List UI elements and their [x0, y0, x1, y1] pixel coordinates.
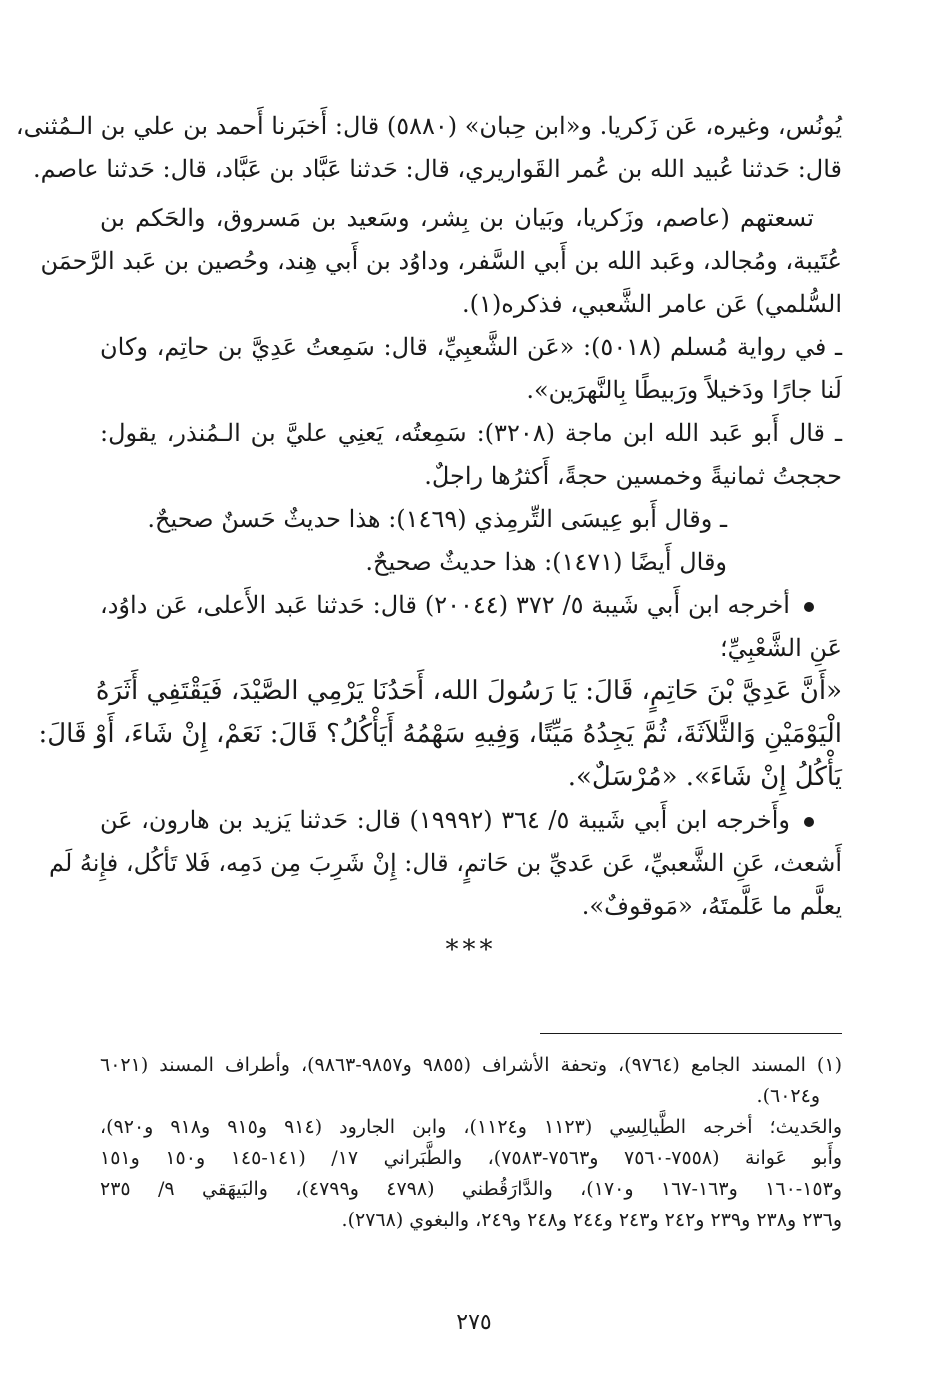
text-line-5: السُّلمي) عَن عامر الشَّعبي، فذكره(١).	[462, 290, 842, 318]
text-line-12-content: أخرجه ابن أَبي شَيبة ٥/ ٣٧٢ (٢٠٠٤٤) قال: حَدثنا عَبد الأَعلى، عَن داوُد،	[100, 591, 790, 619]
text-line-13: عَنِ الشَّعْبِيِّ؛	[719, 634, 842, 662]
main-text	[15, 105, 843, 970]
text-line-18: أَشعث، عَنِ الشَّعبيِّ، عَن عَديِّ بن حَاتمٍ، قال: إِنْ شَرِبَ مِن دَمِه، فَلا تَأكُل، فإِنهُ لَم	[48, 849, 842, 877]
text-line-4: عُتَيبة، ومُجالد، وعَبد الله بن أَبي السَّفر، وداوُد بن أَبي هِند، وحُصين بن عَبد الرَّحمَن	[40, 247, 842, 275]
footnote-line-4: وأَبو عَوانة (٧٥٥٨-٧٥٦٠ و٧٥٦٣-٧٥٨٣)، والطَّبَراني ١٧/ (١٤١-١٤٥ و١٥٠ و١٥١	[100, 1147, 843, 1169]
bullet-icon	[804, 817, 814, 827]
footnote-line-5: و١٥٣-١٦٠ و١٦٣-١٦٧ و١٧٠)، والدَّارَقُطني (٤٧٩٨ و٤٧٩٩)، والبَيهَقي ٩/ ٢٣٥	[100, 1178, 843, 1200]
text-line-2: قال: حَدثنا عُبيد الله بن عُمر القَواريري، قال: حَدثنا عَبَّاد بن عَبَّاد، قال: حَدثنا عاصم.	[33, 155, 842, 183]
text-line-3: تسعتهم (عاصم، وزَكريا، وبَيان بن بِشر، وسَعيد بن مَسروق، والحَكم بن	[100, 204, 814, 232]
text-line-19: يعلَّم ما عَلَّمتَهُ، «مَوقوفٌ».	[581, 892, 842, 920]
text-line-12	[100, 584, 842, 627]
text-line-8: ـ قال أَبو عَبد الله ابن ماجة (٣٢٠٨): سَمِعتُه، يَعنِي عليَّ بن الـمُنذر، يقول:	[100, 419, 842, 447]
page-number: ٢٧٥	[456, 1310, 492, 1335]
text-line-17	[100, 799, 842, 842]
text-line-14: «أَنَّ عَدِيَّ بْنَ حَاتِمٍ، قَالَ: يَا رَسُولَ الله، أَحَدُنَا يَرْمِي الصَّيْدَ، فَيَقْتَفِي أَثَرَهُ	[95, 676, 842, 706]
text-line-16: يَأْكُلُ إِنْ شَاءَ». «مُرْسَلٌ».	[567, 762, 842, 792]
text-line-7: لَنا جارًا ودَخيلاً ورَبيطًا بِالنَّهرَين».	[526, 376, 842, 404]
text-line-15: الْيَوْمَيْنِ وَالثَّلاَثَةَ، ثُمَّ يَجِدُهُ مَيِّتًا، وَفِيهِ سَهْمُهُ أَيَأْكُلُ؟ قَالَ: نَعَمْ، إِنْ شَاءَ، أَوْ قَالَ:	[38, 719, 842, 749]
text-line-1: يُونُس، وغيره، عَن زَكريا. و«ابن حِبان» (٥٨٨٠) قال: أَخبَرنا أَحمد بن علي بن الـمُثنى،	[15, 112, 842, 140]
text-line-6: ـ في رواية مُسلم (٥٠١٨): «عَن الشَّعبِيِّ، قال: سَمِعتُ عَدِيَّ بن حاتِم، وكان	[100, 333, 843, 361]
text-line-10: ـ وقال أَبو عِيسَى التِّرمِذي (١٤٦٩): هذا حديثٌ حَسنٌ صحيحٌ.	[147, 505, 727, 533]
text-line-17-content: وأَخرجه ابن أَبي شَيبة ٥/ ٣٦٤ (١٩٩٩٢) قال: حَدثنا يَزيد بن هارون، عَن	[100, 806, 790, 834]
footnote-line-2: و٦٠٢٤).	[756, 1085, 820, 1107]
footnotes	[100, 1050, 842, 1236]
footnote-divider	[540, 1033, 842, 1034]
footnote-line-6: و٢٣٦ و٢٣٨ و٢٣٩ و٢٤٢ و٢٤٣ و٢٤٤ و٢٤٨ و٢٤٩، والبغوي (٢٧٦٨).	[341, 1209, 842, 1231]
bullet-icon	[804, 602, 814, 612]
text-line-11: وقال أَيضًا (١٤٧١): هذا حديثٌ صحيحٌ.	[365, 548, 727, 576]
footnote-line-1: (١) المسند الجامع (٩٧٦٤)، وتحفة الأشراف (٩٨٥٥ و٩٨٥٧-٩٨٦٣)، وأطراف المسند (٦٠٢١	[100, 1054, 842, 1076]
text-line-9: حججتُ ثمانيةً وخمسين حجةً، أَكثرُها راجلٌ.	[424, 462, 842, 490]
section-separator: ***	[445, 935, 497, 965]
footnote-line-3: والحَديث؛ أخرجه الطَّيالِسِي (١١٢٣ و١١٢٤)، وابن الجارود (٩١٤ و٩١٥ و٩١٨ و٩٢٠)،	[100, 1116, 843, 1138]
